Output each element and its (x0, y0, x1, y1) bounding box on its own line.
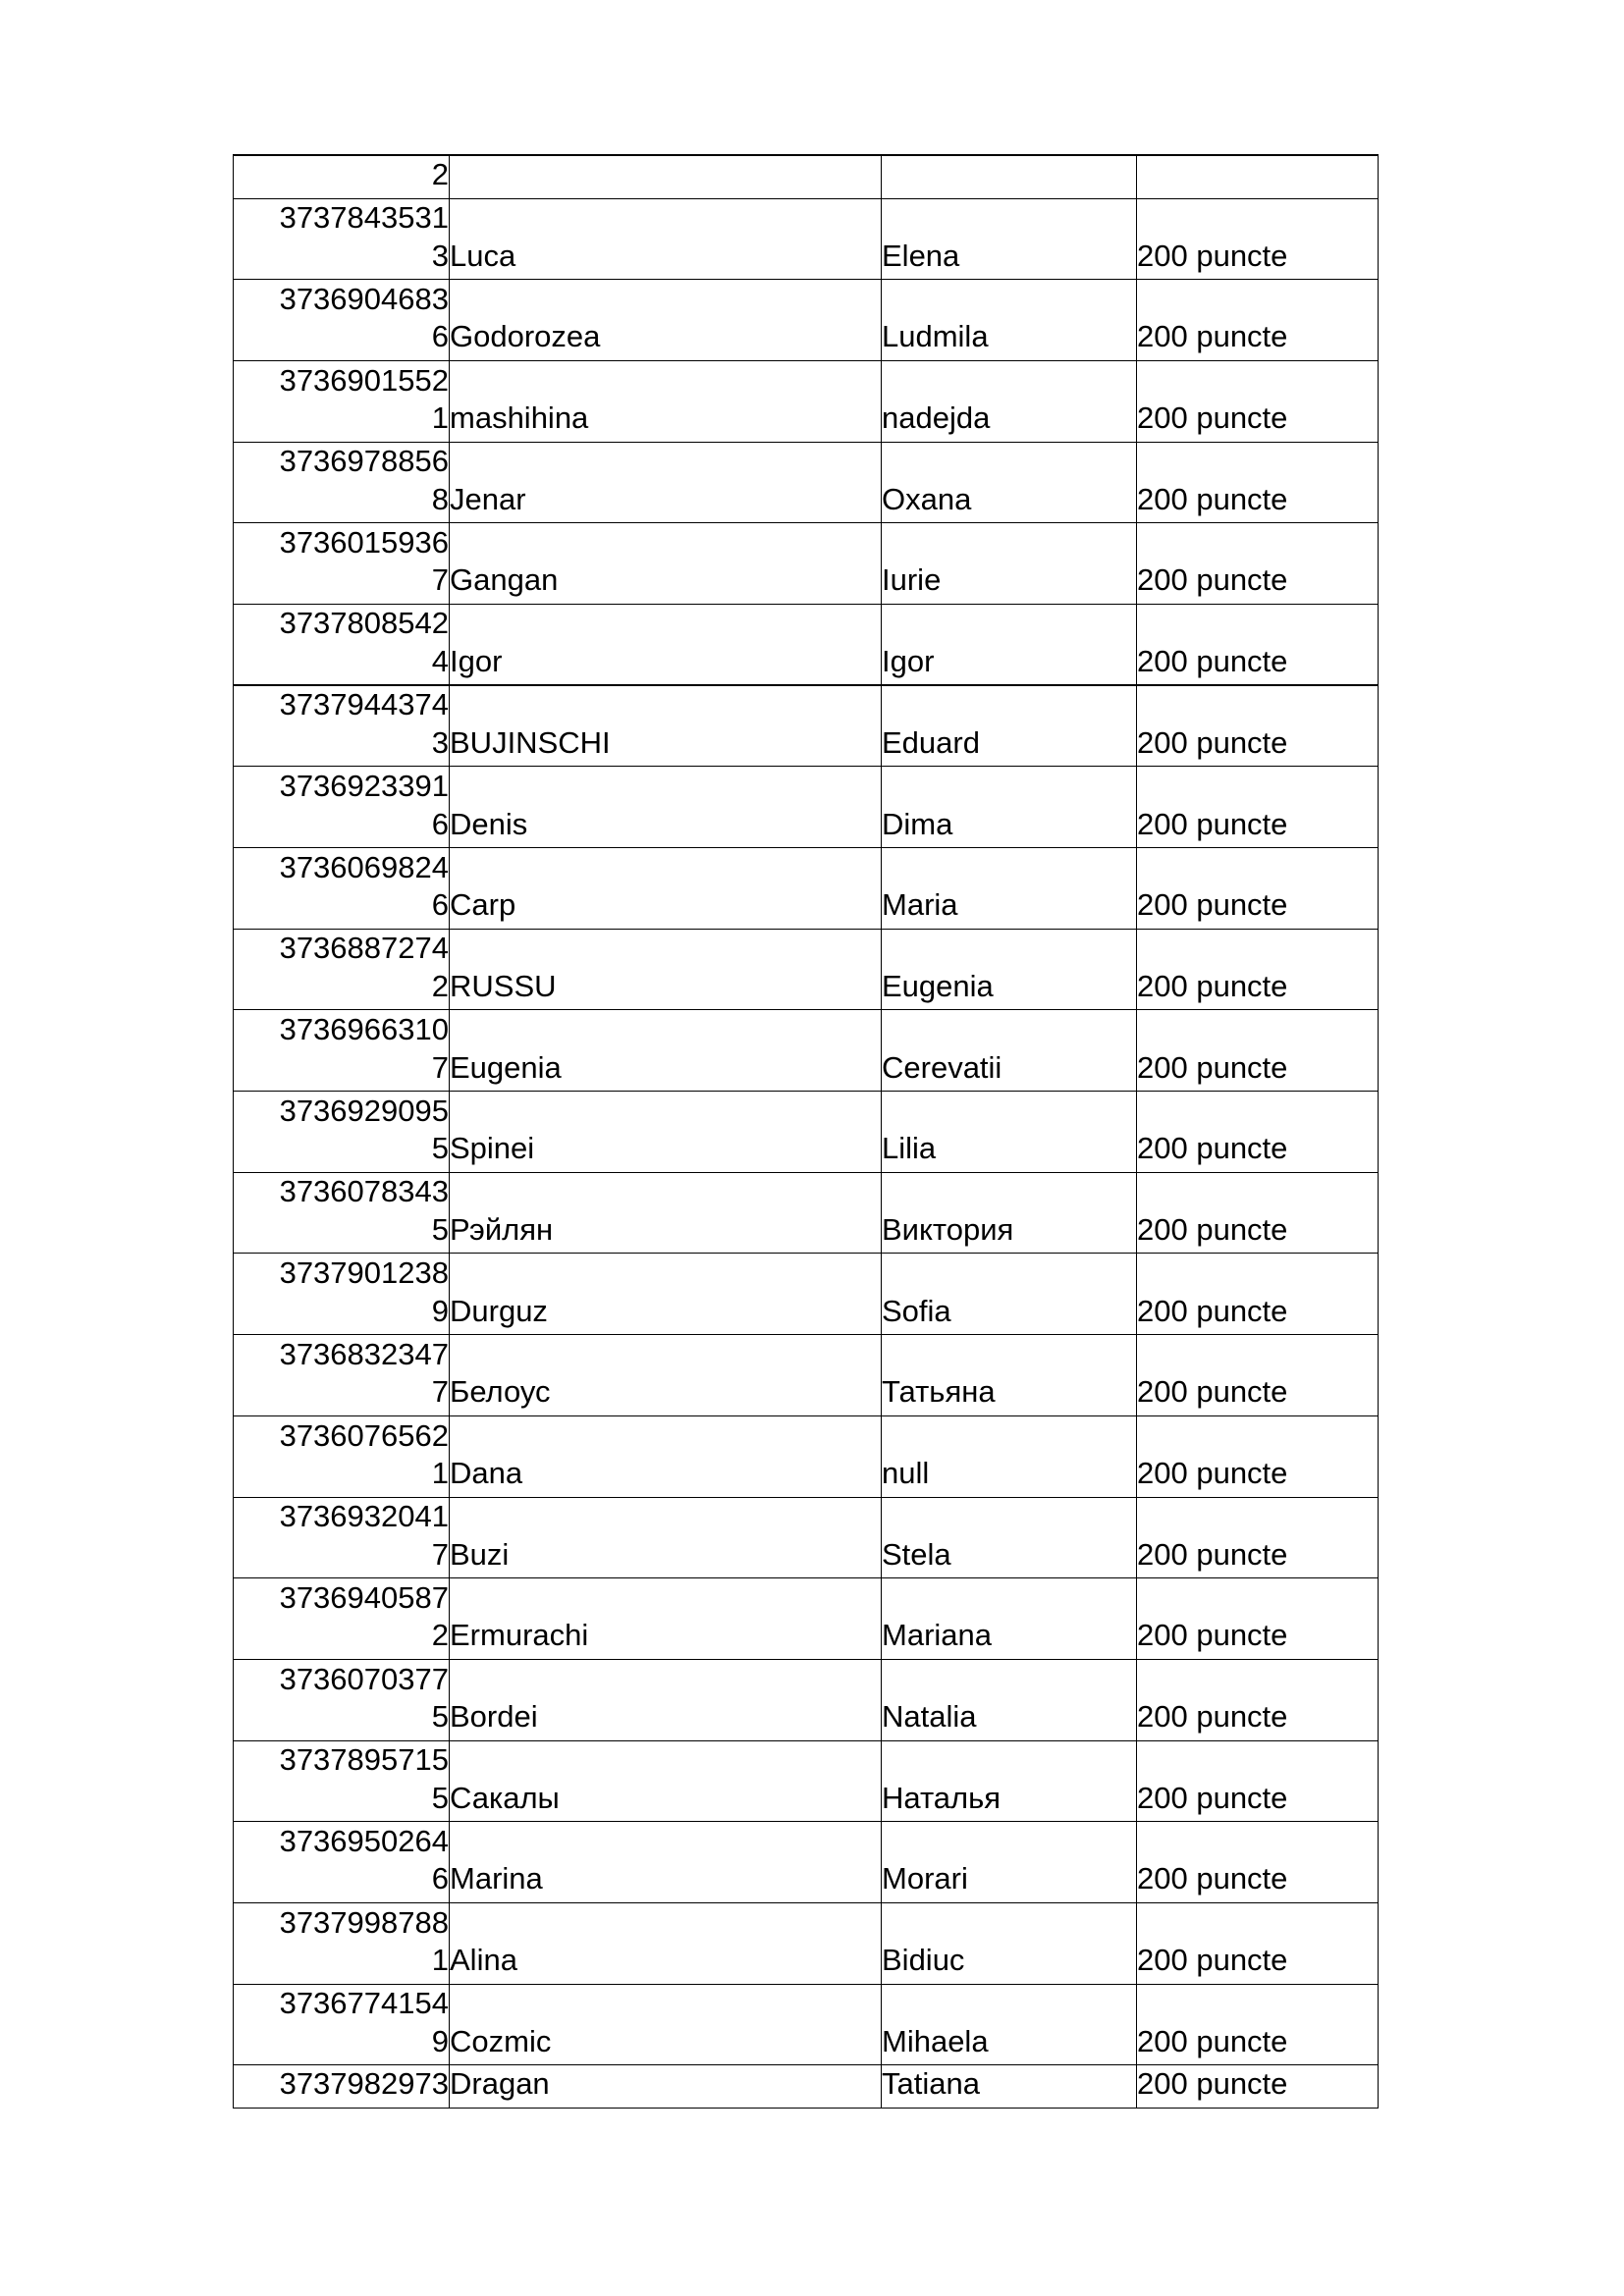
last-name-cell: Durguz (450, 1254, 882, 1335)
table-row (234, 1254, 1379, 1335)
phone-number-wrapped-digit: 1 (431, 1456, 449, 1490)
table-row (234, 848, 1379, 930)
phone-number-wrapped-digit: 2 (431, 968, 449, 1003)
first-name-cell: Bidiuc (882, 1902, 1137, 1984)
points-cell: 200 puncte (1137, 1092, 1379, 1173)
last-name-cell: Cozmic (450, 1984, 882, 2065)
table-row (234, 1497, 1379, 1578)
phone-number-main: 3736774154 (279, 1986, 449, 2021)
points-cell (1137, 155, 1379, 198)
first-name-cell: Sofia (882, 1254, 1137, 1335)
table-row (234, 1822, 1379, 1903)
phone-number-wrapped-digit: 2 (431, 1618, 449, 1653)
table-row (234, 604, 1379, 685)
last-name-cell: Jenar (450, 442, 882, 523)
first-name-cell: Mihaela (882, 1984, 1137, 2065)
phone-number-cell (234, 280, 450, 361)
phone-number-main: 3737901238 (279, 1255, 449, 1291)
phone-number-main: 3736901552 (279, 362, 449, 398)
phone-number-wrapped-digit: 6 (431, 1861, 449, 1896)
table-row (234, 1659, 1379, 1740)
points-cell: 200 puncte (1137, 360, 1379, 442)
phone-number-main: 3736015936 (279, 524, 449, 560)
phone-number-cell (234, 523, 450, 605)
last-name-cell: Carp (450, 848, 882, 930)
phone-number-main: 3737843531 (279, 200, 449, 236)
phone-number-main: 3736932041 (279, 1499, 449, 1534)
points-cell: 200 puncte (1137, 442, 1379, 523)
table-row (234, 198, 1379, 280)
phone-number-wrapped-digit: 5 (431, 1780, 449, 1815)
first-name-cell: Eduard (882, 685, 1137, 767)
last-name-cell: Godorozea (450, 280, 882, 361)
last-name-cell: Dana (450, 1415, 882, 1497)
phone-number-cell (234, 1335, 450, 1416)
points-cell: 200 puncte (1137, 2065, 1379, 2109)
table-row (234, 1984, 1379, 2065)
phone-number-main: 3736070377 (279, 1661, 449, 1696)
phone-number-main: 3736076562 (279, 1417, 449, 1453)
points-cell: 200 puncte (1137, 1335, 1379, 1416)
last-name-cell: Bordei (450, 1659, 882, 1740)
last-name-cell: Spinei (450, 1092, 882, 1173)
points-cell: 200 puncte (1137, 1254, 1379, 1335)
last-name-cell: Сакалы (450, 1740, 882, 1822)
phone-number-main: 3736904683 (279, 281, 449, 316)
phone-number-cell (234, 360, 450, 442)
points-cell: 200 puncte (1137, 929, 1379, 1010)
phone-number-cell (234, 1659, 450, 1740)
phone-number-cell (234, 1497, 450, 1578)
first-name-cell: Eugenia (882, 929, 1137, 1010)
table-row (234, 767, 1379, 848)
phone-number-cell (234, 1578, 450, 1660)
phone-number-cell (234, 1984, 450, 2065)
points-cell: 200 puncte (1137, 685, 1379, 767)
first-name-cell: Наталья (882, 1740, 1137, 1822)
last-name-cell: Белоус (450, 1335, 882, 1416)
table-row (234, 2065, 1379, 2109)
table-row (234, 1335, 1379, 1416)
phone-number-wrapped-digit: 6 (431, 887, 449, 923)
phone-number-wrapped-digit: 6 (431, 806, 449, 841)
phone-number-main: 3737982973 (279, 2066, 449, 2102)
phone-number-cell (234, 767, 450, 848)
last-name-cell: Ermurachi (450, 1578, 882, 1660)
first-name-cell: Mariana (882, 1578, 1137, 1660)
phone-number-cell (234, 1092, 450, 1173)
phone-number-main: 3736950264 (279, 1823, 449, 1858)
phone-number-wrapped-digit: 1 (431, 1943, 449, 1978)
first-name-cell: Morari (882, 1822, 1137, 1903)
last-name-cell: Gangan (450, 523, 882, 605)
phone-number-wrapped-digit: 2 (431, 157, 449, 191)
phone-number-main: 3737808542 (279, 606, 449, 641)
phone-number-cell (234, 2065, 450, 2109)
points-cell: 200 puncte (1137, 198, 1379, 280)
phone-number-cell (234, 604, 450, 685)
first-name-cell: nadejda (882, 360, 1137, 442)
phone-number-main: 3736887274 (279, 931, 449, 966)
first-name-cell: Виктория (882, 1172, 1137, 1254)
phone-number-wrapped-digit: 9 (431, 2023, 449, 2058)
phone-number-cell (234, 929, 450, 1010)
last-name-cell: Dragan (450, 2065, 882, 2109)
phone-number-cell (234, 1740, 450, 1822)
table-row (234, 523, 1379, 605)
phone-number-cell (234, 1415, 450, 1497)
first-name-cell: Natalia (882, 1659, 1137, 1740)
phone-number-cell (234, 848, 450, 930)
phone-number-main: 3736078343 (279, 1174, 449, 1209)
last-name-cell: Marina (450, 1822, 882, 1903)
phone-number-main: 3736966310 (279, 1012, 449, 1047)
first-name-cell: Igor (882, 604, 1137, 685)
points-cell: 200 puncte (1137, 1415, 1379, 1497)
points-cell: 200 puncte (1137, 1497, 1379, 1578)
first-name-cell: null (882, 1415, 1137, 1497)
last-name-cell: Luca (450, 198, 882, 280)
last-name-cell: Igor (450, 604, 882, 685)
first-name-cell: Татьяна (882, 1335, 1137, 1416)
points-cell: 200 puncte (1137, 1740, 1379, 1822)
points-cell: 200 puncte (1137, 1010, 1379, 1092)
last-name-cell: mashihina (450, 360, 882, 442)
phone-number-cell (234, 685, 450, 767)
first-name-cell: Cerevatii (882, 1010, 1137, 1092)
phone-number-main: 3736832347 (279, 1336, 449, 1371)
first-name-cell: Elena (882, 198, 1137, 280)
first-name-cell: Tatiana (882, 2065, 1137, 2109)
phone-number-wrapped-digit: 3 (431, 238, 449, 273)
first-name-cell (882, 155, 1137, 198)
points-cell: 200 puncte (1137, 604, 1379, 685)
phone-number-wrapped-digit: 8 (431, 481, 449, 516)
phone-number-cell (234, 1010, 450, 1092)
phone-number-cell (234, 1172, 450, 1254)
phone-number-wrapped-digit: 5 (431, 1211, 449, 1247)
points-cell: 200 puncte (1137, 848, 1379, 930)
table-row (234, 929, 1379, 1010)
phone-number-cell (234, 198, 450, 280)
first-name-cell: Oxana (882, 442, 1137, 523)
points-cell: 200 puncte (1137, 1984, 1379, 2065)
phone-number-cell (234, 1822, 450, 1903)
phone-number-wrapped-digit: 1 (431, 400, 449, 436)
last-name-cell: BUJINSCHI (450, 685, 882, 767)
first-name-cell: Dima (882, 767, 1137, 848)
points-cell: 200 puncte (1137, 280, 1379, 361)
table-row (234, 685, 1379, 767)
last-name-cell: RUSSU (450, 929, 882, 1010)
phone-number-wrapped-digit: 3 (431, 724, 449, 760)
phone-number-main: 3737944374 (279, 687, 449, 722)
table-row (234, 1092, 1379, 1173)
points-cell: 200 puncte (1137, 767, 1379, 848)
phone-number-wrapped-digit: 4 (431, 643, 449, 678)
phone-number-main: 3737998788 (279, 1904, 449, 1940)
phone-number-wrapped-digit: 5 (431, 1131, 449, 1166)
table-row (234, 1172, 1379, 1254)
table-row (234, 155, 1379, 198)
table-row (234, 1902, 1379, 1984)
last-name-cell: Рэйлян (450, 1172, 882, 1254)
phone-number-wrapped-digit: 9 (431, 1293, 449, 1328)
table-row (234, 1740, 1379, 1822)
table-row (234, 1415, 1379, 1497)
first-name-cell: Lilia (882, 1092, 1137, 1173)
first-name-cell: Stela (882, 1497, 1137, 1578)
points-cell: 200 puncte (1137, 1822, 1379, 1903)
points-cell: 200 puncte (1137, 523, 1379, 605)
last-name-cell: Buzi (450, 1497, 882, 1578)
phone-number-main: 3737895715 (279, 1742, 449, 1778)
results-table-body (234, 155, 1379, 2108)
phone-number-main: 3736069824 (279, 849, 449, 884)
phone-number-wrapped-digit: 6 (431, 319, 449, 354)
last-name-cell: Denis (450, 767, 882, 848)
phone-number-main: 3736923391 (279, 769, 449, 803)
phone-number-wrapped-digit: 7 (431, 562, 449, 598)
phone-number-main: 3736929095 (279, 1093, 449, 1128)
table-row (234, 442, 1379, 523)
phone-number-cell (234, 155, 450, 198)
results-table (233, 154, 1379, 2109)
last-name-cell: Eugenia (450, 1010, 882, 1092)
phone-number-cell (234, 1254, 450, 1335)
last-name-cell (450, 155, 882, 198)
phone-number-wrapped-digit: 7 (431, 1049, 449, 1085)
phone-number-main: 3736940587 (279, 1579, 449, 1615)
first-name-cell: Ludmila (882, 280, 1137, 361)
first-name-cell: Maria (882, 848, 1137, 930)
points-cell: 200 puncte (1137, 1659, 1379, 1740)
table-row (234, 1010, 1379, 1092)
phone-number-wrapped-digit: 5 (431, 1699, 449, 1735)
points-cell: 200 puncte (1137, 1902, 1379, 1984)
table-row (234, 1578, 1379, 1660)
points-cell: 200 puncte (1137, 1578, 1379, 1660)
table-row (234, 280, 1379, 361)
phone-number-wrapped-digit: 7 (431, 1536, 449, 1572)
phone-number-cell (234, 442, 450, 523)
phone-number-wrapped-digit: 7 (431, 1374, 449, 1410)
phone-number-main: 3736978856 (279, 444, 449, 479)
last-name-cell: Alina (450, 1902, 882, 1984)
first-name-cell: Iurie (882, 523, 1137, 605)
phone-number-cell (234, 1902, 450, 1984)
points-cell: 200 puncte (1137, 1172, 1379, 1254)
table-row (234, 360, 1379, 442)
